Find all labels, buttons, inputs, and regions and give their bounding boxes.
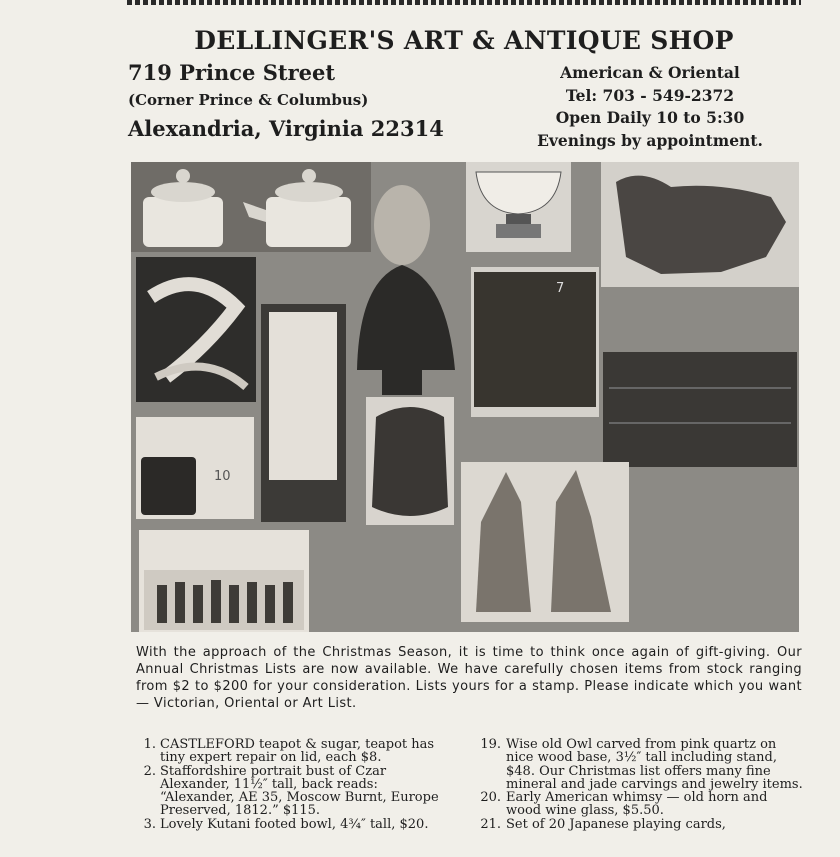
tag-7: 7 — [556, 281, 565, 296]
shop-title: DELLINGER'S ART & ANTIQUE SHOP — [194, 26, 734, 55]
owl-icon — [366, 397, 454, 525]
item-number: 19. — [480, 737, 501, 752]
figure-tray-photo — [139, 530, 309, 632]
item-number: 20. — [480, 790, 501, 806]
lacquer-cabinet-photo — [471, 267, 599, 417]
item-number: 21. — [480, 816, 501, 832]
items-column-left — [138, 738, 454, 831]
scroll-photo — [261, 304, 346, 522]
items-column-right — [479, 738, 803, 831]
bird-box-photo — [136, 417, 254, 519]
item-text: Staffordshire portrait bust of Czar Alexander, 11½″ tall, back reads: “Alexander, AE 35, Moscow Burnt, Europe Preserved, 1812.” $115. — [160, 763, 439, 819]
list-item — [138, 738, 454, 765]
tag-10: 10 — [214, 469, 231, 484]
item-text: Lovely Kutani footed bowl, 4¾″ tall, $20. — [160, 816, 429, 832]
owl-photo — [366, 397, 454, 525]
figurines-icon — [139, 530, 309, 632]
specialty-text: American & Oriental — [560, 63, 740, 82]
list-item — [479, 791, 803, 818]
wolf-figures-icon — [461, 462, 629, 622]
bird-panel-photo — [136, 257, 256, 402]
top-border — [127, 0, 801, 8]
list-item — [479, 818, 803, 831]
antiques-photo — [131, 162, 799, 632]
telephone-text: Tel: 703 - 549-2372 — [565, 85, 735, 105]
address-city: Alexandria, Virginia 22314 — [128, 116, 444, 141]
list-item — [479, 738, 803, 791]
list-item — [138, 818, 454, 831]
foo-dog-icon — [601, 162, 799, 287]
kutani-bowl-photo — [466, 162, 571, 252]
item-number: 1. — [143, 737, 156, 752]
item-number: 2. — [143, 763, 156, 779]
wolves-photo — [461, 462, 629, 622]
chest-photo — [603, 352, 797, 467]
address-corner: (Corner Prince & Columbus) — [128, 91, 369, 109]
bust-icon — [347, 170, 467, 400]
intro-paragraph: With the approach of the Christmas Season, it is time to think once again of gift-giving. Our Annual Christmas Lists are now available. We have carefully chosen items from stock ranging from $2 to $200 for your consideration. Lists yours for a stamp. Please indicate which you want — Victorian, Oriental or Art List. — [136, 645, 802, 711]
bowl-icon — [466, 162, 571, 252]
list-item — [138, 765, 454, 818]
evenings-text: Evenings by appointment. — [537, 130, 763, 150]
address-street: 719 Prince Street — [128, 60, 336, 85]
hours-text: Open Daily 10 to 5:30 — [555, 108, 745, 127]
bird-painting-icon — [136, 257, 256, 402]
contact-block — [510, 62, 790, 152]
teapot-icon — [131, 162, 371, 252]
item-number: 3. — [143, 816, 156, 832]
item-text: Early American whimsy — old horn and wood wine glass, $5.50. — [506, 790, 768, 819]
czar-bust-photo — [347, 170, 467, 400]
item-text: Set of 20 Japanese playing cards, — [506, 816, 726, 832]
foo-dog-photo — [601, 162, 799, 287]
teapot-sugar-photo — [131, 162, 371, 252]
item-text: CASTLEFORD teapot & sugar, teapot has tiny expert repair on lid, each $8. — [160, 737, 435, 766]
item-text: Wise old Owl carved from pink quartz on nice wood base, 3½″ tall including stand, $48. Our Christmas list offers many fine mineral and jade carvings and jewelry items. — [506, 737, 803, 792]
